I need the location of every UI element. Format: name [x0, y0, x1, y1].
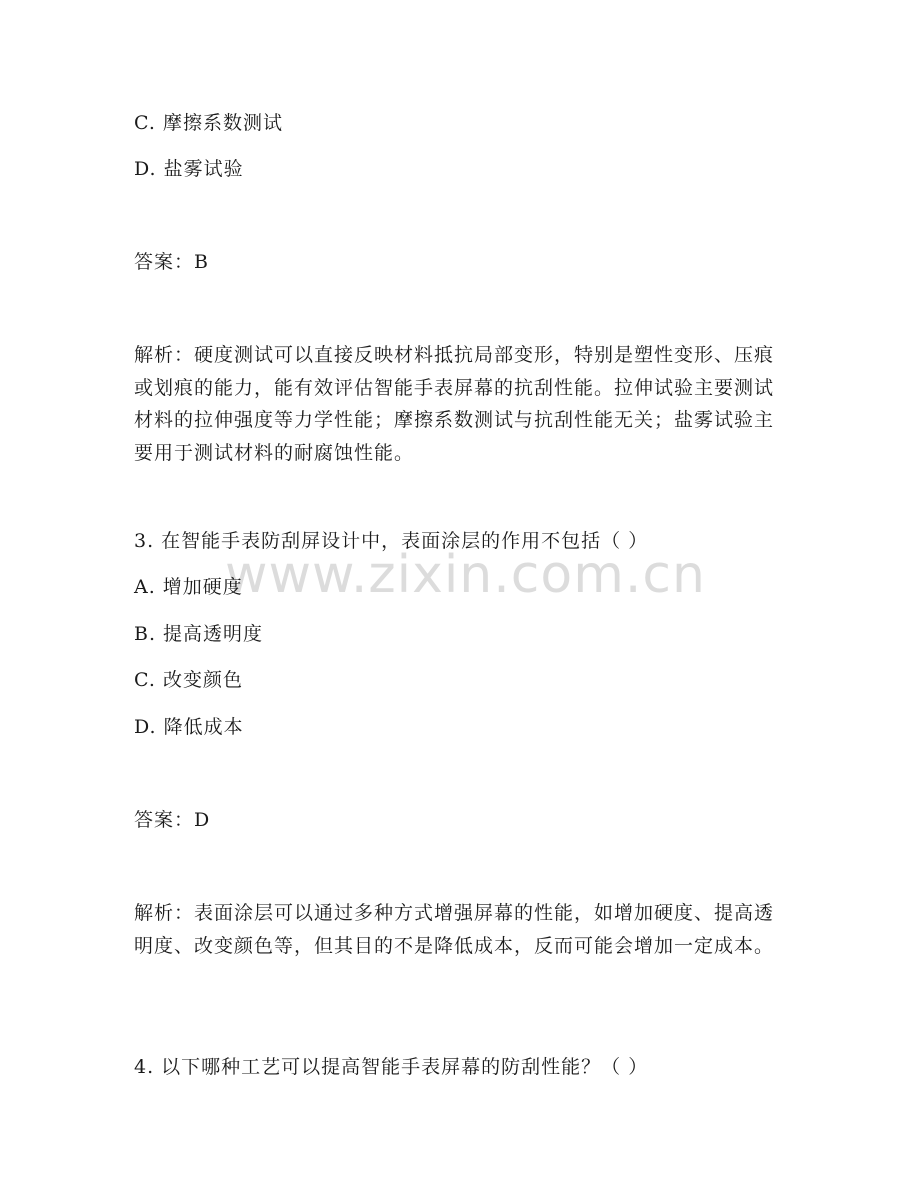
- q3-answer: 答案：D: [134, 809, 211, 831]
- q3-explanation: 解析：表面涂层可以通过多种方式增强屏幕的性能，如增加硬度、提高透明度、改变颜色等，但其目的不是降低成本，反而可能会增加一定成本。: [134, 902, 775, 957]
- q3-option-c: C. 改变颜色: [134, 669, 243, 691]
- q3-option-a: A. 增加硬度: [134, 576, 243, 598]
- q3-question: 3. 在智能手表防刮屏设计中，表面涂层的作用不包括（ ）: [134, 530, 649, 552]
- watermark: www.zixin.com.cn: [225, 545, 706, 605]
- q2-answer: 答案：B: [134, 251, 209, 273]
- q2-explanation: 解析：硬度测试可以直接反映材料抵抗局部变形，特别是塑性变形、压痕或划痕的能力，能有效评估智能手表屏幕的抗刮性能。拉伸试验主要测试材料的拉伸强度等力学性能；摩擦系数测试与抗刮性能无关；盐雾试验主要用于测试材料的耐腐蚀性能。: [134, 344, 775, 464]
- q2-option-d: D. 盐雾试验: [134, 158, 244, 180]
- q2-option-c: C. 摩擦系数测试: [134, 112, 283, 134]
- q4-question: 4. 以下哪种工艺可以提高智能手表屏幕的防刮性能？（ ）: [134, 1056, 649, 1078]
- q3-option-d: D. 降低成本: [134, 716, 244, 738]
- q3-option-b: B. 提高透明度: [134, 623, 264, 645]
